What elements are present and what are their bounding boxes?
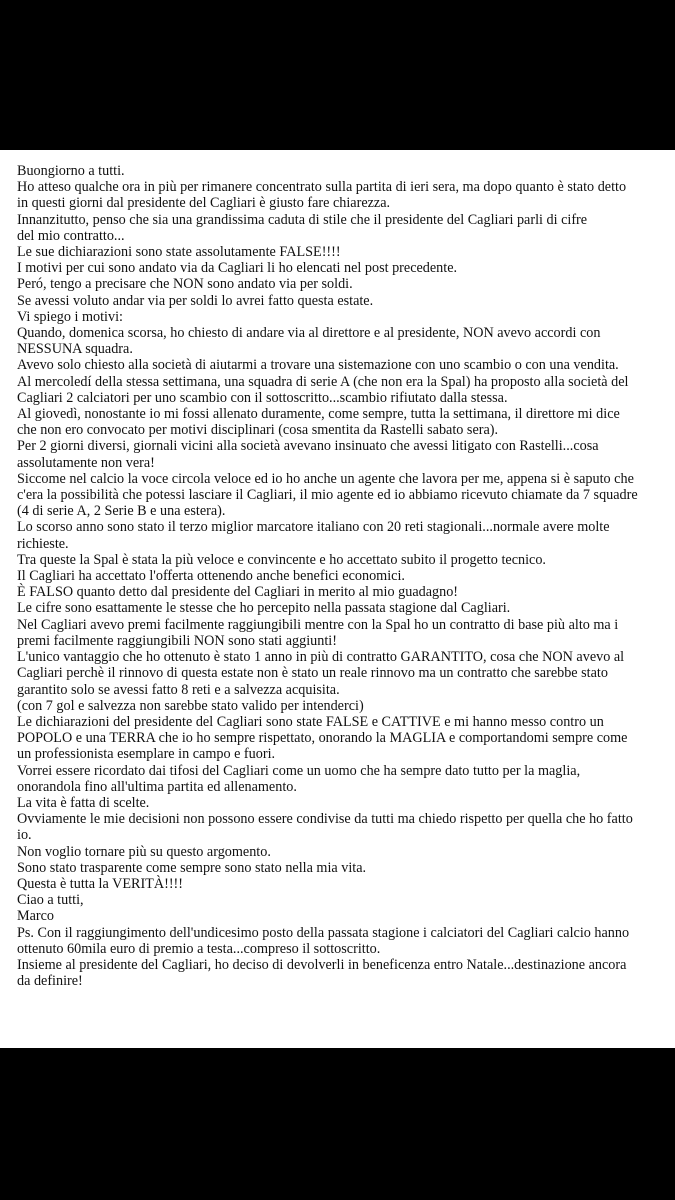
letter-line: Le dichiarazioni del presidente del Cagliari sono state FALSE e CATTIVE e mi hanno messo contro un <box>17 713 604 730</box>
letter-page <box>0 150 675 1048</box>
letter-line: assolutamente non vera! <box>17 454 155 471</box>
letter-line: Al mercoledí della stessa settimana, una squadra di serie A (che non era la Spal) ha proposto alla società del <box>17 373 629 390</box>
letter-line: Peró, tengo a precisare che NON sono andato via per soldi. <box>17 276 353 293</box>
letter-line: POPOLO e una TERRA che io ho sempre rispettato, onorando la MAGLIA e comportandomi sempre come <box>17 730 628 747</box>
letter-line: ottenuto 60mila euro di premio a testa...compreso il sottoscritto. <box>17 940 381 957</box>
letter-line: Buongiorno a tutti. <box>17 163 125 179</box>
letter-line: I motivi per cui sono andato via da Cagliari li ho elencati nel post precedente. <box>17 260 458 277</box>
letter-line: Le cifre sono esattamente le stesse che ho percepito nella passata stagione dal Cagliari. <box>17 600 511 617</box>
letter-line: (con 7 gol e salvezza non sarebbe stato valido per intenderci) <box>17 697 364 714</box>
letter-line: da definire! <box>17 973 83 990</box>
letter-line: Se avessi voluto andar via per soldi lo avrei fatto questa estate. <box>17 292 374 309</box>
letter-line: Cagliari 2 calciatori per uno scambio con il sottoscritto...scambio rifiutato dalla stessa. <box>17 389 508 406</box>
letter-line: Vorrei essere ricordato dai tifosi del Cagliari come un uomo che ha sempre dato tutto per la maglia, <box>17 762 581 779</box>
letter-line: Lo scorso anno sono stato il terzo miglior marcatore italiano con 20 reti stagionali...normale avere molte <box>17 519 610 536</box>
letter-line: in questi giorni dal presidente del Cagliari è giusto fare chiarezza. <box>17 195 391 212</box>
letter-line: Questa è tutta la VERITÀ!!!! <box>17 875 183 892</box>
letter-line: È FALSO quanto detto dal presidente del Cagliari in merito al mio guadagno! <box>17 584 459 601</box>
letter-line: Marco <box>17 908 55 925</box>
letter-line: Vi spiego i motivi: <box>17 308 123 325</box>
letter-line: Non voglio tornare più su questo argomento. <box>17 843 271 860</box>
letter-line: onorandola fino all'ultima partita ed allenamento. <box>17 778 297 795</box>
letter-line: Ps. Con il raggiungimento dell'undicesimo posto della passata stagione i calciatori del Cagliari calcio hanno <box>17 924 630 941</box>
letter-line: premi facilmente raggiungibili NON sono stati aggiunti! <box>17 632 337 649</box>
letter-line: Ho atteso qualche ora in più per rimanere concentrato sulla partita di ieri sera, ma dopo quanto è stato detto <box>17 179 627 196</box>
letter-line: garantito solo se avessi fatto 8 reti e a salvezza acquisita. <box>17 681 340 698</box>
letter-line: Al giovedì, nonostante io mi fossi allenato duramente, come sempre, tutta la settimana, il direttore mi dice <box>17 406 620 423</box>
letter-line: Le sue dichiarazioni sono state assolutamente FALSE!!!! <box>17 244 341 261</box>
letter-line: del mio contratto... <box>17 227 125 244</box>
letter-line: Nel Cagliari avevo premi facilmente raggiungibili mentre con la Spal ho un contratto di base più alto ma i <box>17 616 619 633</box>
letter-line: richieste. <box>17 535 69 552</box>
letter-line: NESSUNA squadra. <box>17 341 133 358</box>
letter-line: (4 di serie A, 2 Serie B e una estera). <box>17 503 226 520</box>
letter-line: La vita è fatta di scelte. <box>17 794 150 811</box>
letter-line: Il Cagliari ha accettato l'offerta ottenendo anche benefici economici. <box>17 568 405 585</box>
letter-line: Ciao a tutti, <box>17 892 84 909</box>
letter-line: Sono stato trasparente come sempre sono stato nella mia vita. <box>17 859 367 876</box>
letter-line: c'era la possibilità che potessi lasciare il Cagliari, il mio agente ed io abbiamo ricevuto chiamate da 7 squadre <box>17 487 638 504</box>
letter-line: Tra queste la Spal è stata la più veloce e convincente e ho accettato subito il progetto tecnico. <box>17 551 546 568</box>
letter-line: Siccome nel calcio la voce circola veloce ed io ho anche un agente che lavora per me, appena si è saputo che <box>17 470 634 487</box>
letter-line: Insieme al presidente del Cagliari, ho deciso di devolverli in beneficenza entro Natale...destinazione ancora <box>17 956 627 973</box>
letter-line: un professionista esemplare in campo e fuori. <box>17 746 276 763</box>
letter-line: Cagliari perchè il rinnovo di questa estate non è stato un reale rinnovo ma un contratto che sarebbe stato <box>17 665 608 682</box>
letter-line: Innanzitutto, penso che sia una grandissima caduta di stile che il presidente del Cagliari parli di cifre <box>17 211 588 228</box>
letter-line: Quando, domenica scorsa, ho chiesto di andare via al direttore e al presidente, NON avevo accordi con <box>17 325 601 342</box>
letter-line: Per 2 giorni diversi, giornali vicini alla società avevano insinuato che avessi litigato con Rastelli...cosa <box>17 438 599 455</box>
letter-line: Avevo solo chiesto alla società di aiutarmi a trovare una sistemazione con uno scambio o con una vendita. <box>17 357 619 374</box>
letter-line: L'unico vantaggio che ho ottenuto è stato 1 anno in più di contratto GARANTITO, cosa che NON avevo al <box>17 649 625 666</box>
letter-line: Ovviamente le mie decisioni non possono essere condivise da tutti ma chiedo rispetto per quella che ho fatto <box>17 811 633 828</box>
letter-line: io. <box>17 827 32 844</box>
letter-line: che non ero convocato per motivi disciplinari (cosa smentita da Rastelli sabato sera). <box>17 422 499 439</box>
